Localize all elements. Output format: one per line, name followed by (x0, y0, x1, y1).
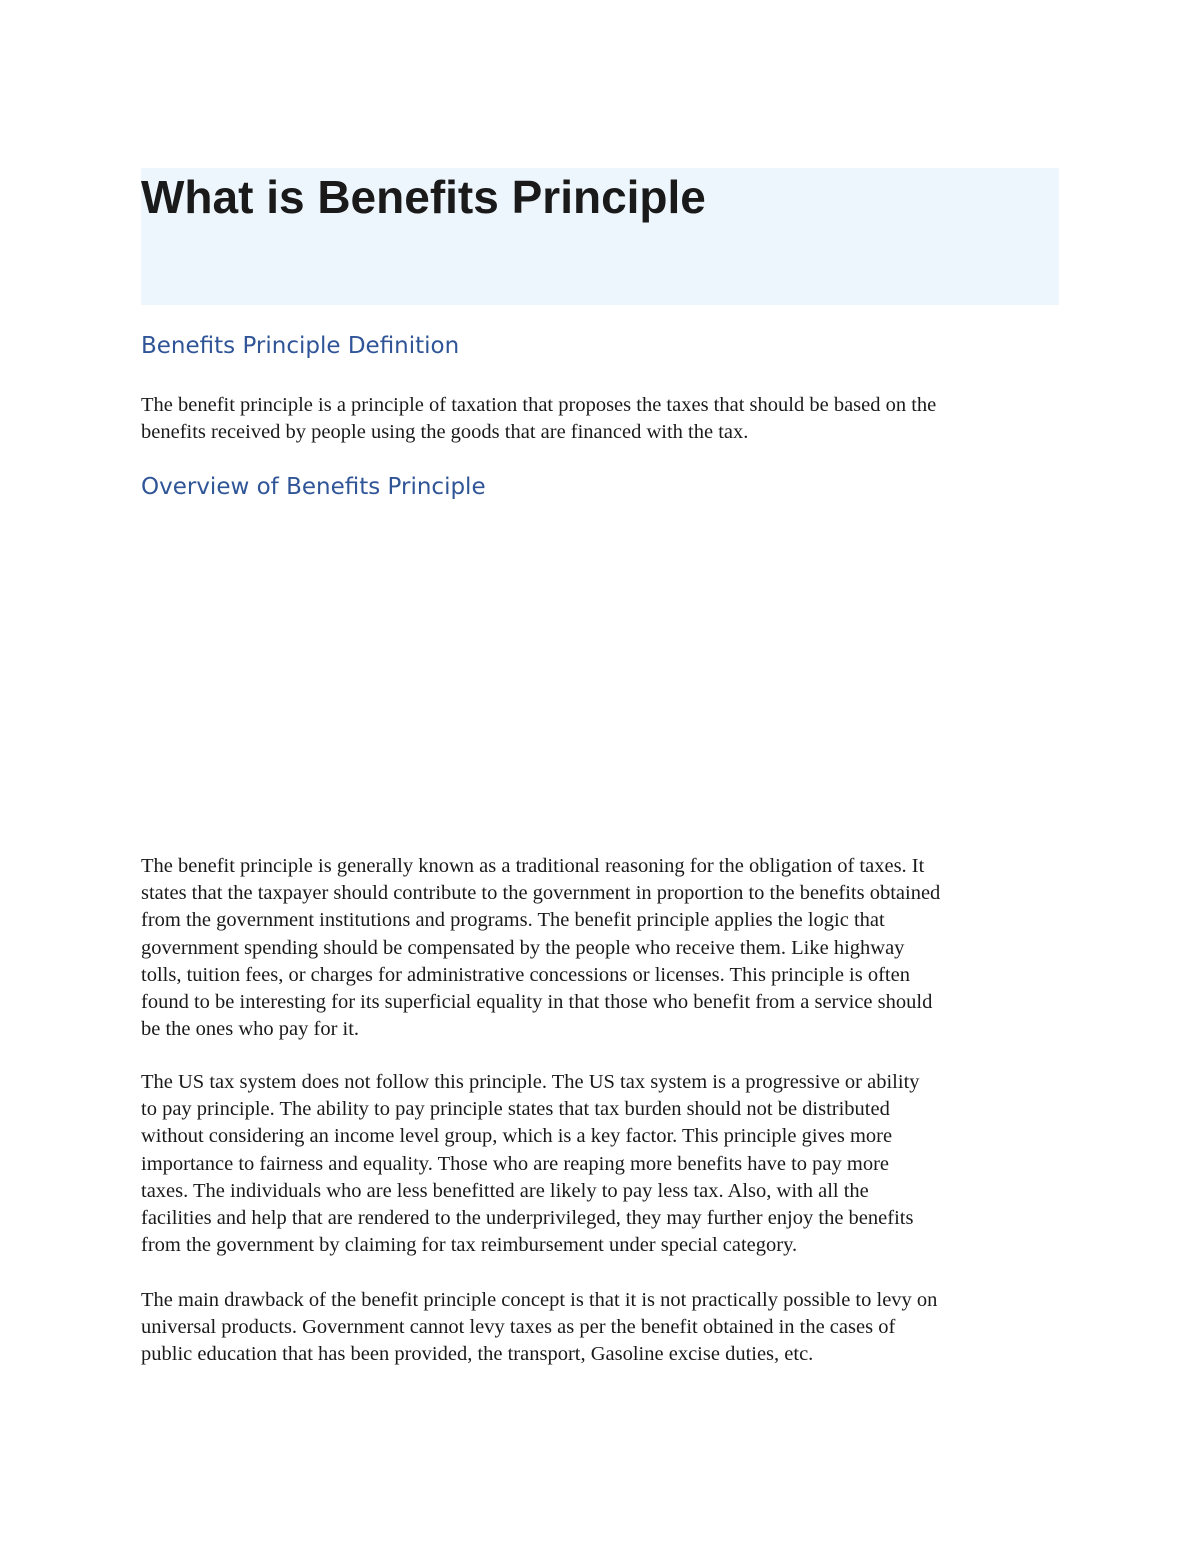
text-line: The US tax system does not follow this principle. The US tax system is a progressive or ability (141, 1071, 920, 1093)
text-line: states that the taxpayer should contribute to the government in proportion to the benefits obtained (141, 882, 941, 905)
section-heading-definition: Benefits Principle Definition (141, 333, 460, 359)
section-heading-overview: Overview of Benefits Principle (141, 474, 486, 500)
text-line: found to be interesting for its superficial equality in that those who benefit from a service should (141, 991, 933, 1014)
text-line: facilities and help that are rendered to the underprivileged, they may further enjoy the benefits (141, 1207, 914, 1230)
text-line: without considering an income level group, which is a key factor. This principle gives more (141, 1125, 893, 1148)
text-line: public education that has been provided, the transport, Gasoline excise duties, etc. (141, 1343, 814, 1366)
text-line: importance to fairness and equality. Those who are reaping more benefits have to pay more (141, 1152, 889, 1175)
text-line: from the government institutions and programs. The benefit principle applies the logic that (141, 909, 885, 932)
text-line: be the ones who pay for it. (141, 1018, 360, 1041)
overview-paragraph-3 (141, 1287, 1071, 1369)
text-line: to pay principle. The ability to pay principle states that tax burden should not be distributed (141, 1098, 890, 1121)
page-title: What is Benefits Principle (141, 171, 706, 223)
title-banner (141, 168, 1059, 305)
text-line: government spending should be compensated by the people who receive them. Like highway (141, 936, 905, 959)
text-line: taxes. The individuals who are less benefitted are likely to pay less tax. Also, with all the (141, 1179, 869, 1202)
text-line: from the government by claiming for tax reimbursement under special category. (141, 1234, 798, 1257)
text-line: benefits received by people using the goods that are financed with the tax. (141, 421, 749, 444)
overview-paragraph-2 (141, 1069, 1071, 1259)
overview-paragraph-1 (141, 853, 1071, 1043)
text-line: tolls, tuition fees, or charges for administrative concessions or licenses. This principle is often (141, 963, 910, 986)
text-line: The benefit principle is generally known as a traditional reasoning for the obligation of taxes. It (141, 855, 925, 877)
text-line: The benefit principle is a principle of taxation that proposes the taxes that should be based on the (141, 394, 937, 416)
definition-paragraph (141, 392, 1071, 446)
text-line: universal products. Government cannot levy taxes as per the benefit obtained in the cases of (141, 1316, 896, 1339)
text-line: The main drawback of the benefit principle concept is that it is not practically possible to levy on (141, 1289, 938, 1311)
